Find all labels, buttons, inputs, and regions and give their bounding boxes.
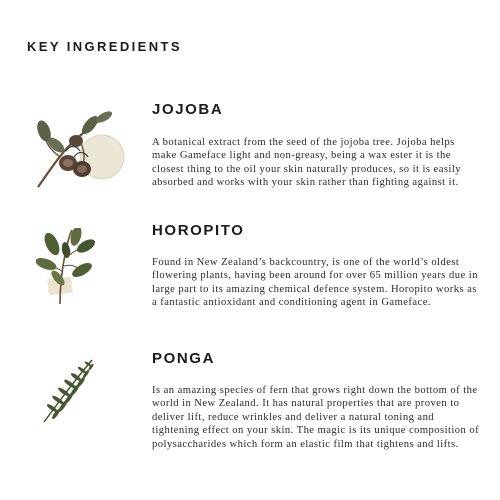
ingredient-description: Found in New Zealand’s backcountry, is one of the world’s oldest flowering plants, having been around for over 65 million years due in large part to its amazing chemical defence system. Horopito works as a fantastic antioxidant and conditioning agent in Gameface.	[152, 257, 478, 309]
ingredient-name: JOJOBA	[152, 101, 224, 118]
ingredient-name: HOROPITO	[152, 222, 245, 239]
jojoba-branch-icon	[20, 105, 128, 195]
ingredient-description: A botanical extract from the seed of the jojoba tree. Jojoba helps make Gameface light and non-greasy, being a wax ester it is the closest thing to the oil your skin naturally produces, so it is easily absorbed and works with your skin rather than fighting against it.	[152, 137, 461, 189]
horopito-sprig-icon	[36, 228, 106, 308]
section-title: KEY INGREDIENTS	[27, 39, 182, 54]
ponga-fern-icon	[38, 356, 98, 426]
ingredient-description: Is an amazing species of fern that grows right down the bottom of the world in New Zealand. It has natural properties that are proven to deliver lift, reduce wrinkles and deliver a natural toning and tightening effect on your skin. The magic is its unique composition of polysaccharides which form an elastic film that tightens and lifts.	[152, 385, 480, 450]
ingredient-name: PONGA	[152, 350, 216, 367]
